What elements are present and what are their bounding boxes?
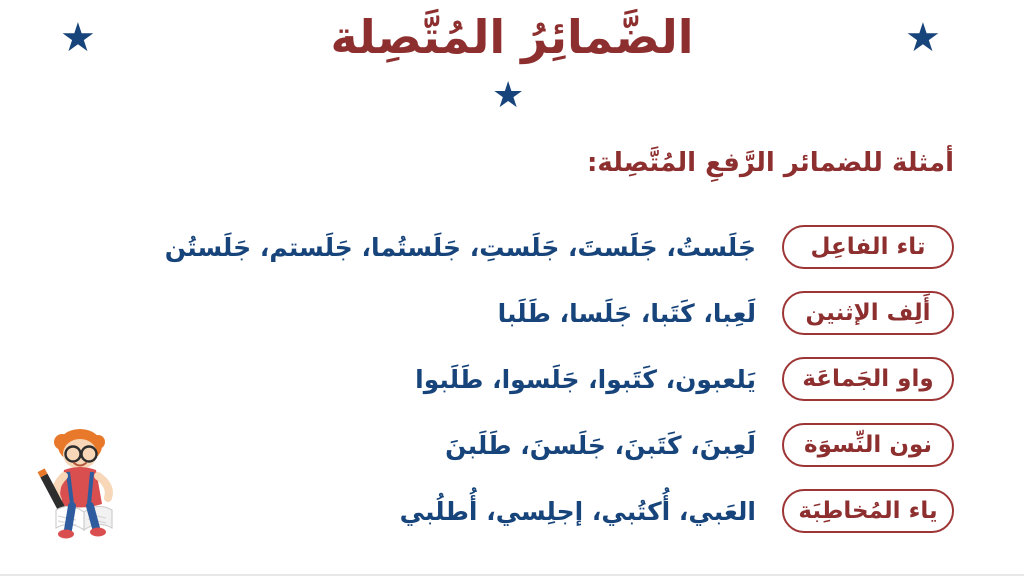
pronoun-label-badge: نون النِّسوَة [782, 423, 954, 467]
pronoun-label-badge: ياء المُخاطِبَة [782, 489, 954, 533]
examples-list [0, 214, 1024, 544]
star-icon: ★ [905, 15, 941, 61]
pronoun-examples: العَبي، أُكتُبي، إجلِسي، أُطلُبي [399, 496, 756, 526]
pronoun-label-badge: أَلِف الإثنين [782, 291, 954, 335]
page-title: الضَّمائِرُ المُتَّصِلة [330, 10, 694, 64]
list-item [0, 214, 1024, 280]
pronoun-examples: لَعِبنَ، كَتَبنَ، جَلَسنَ، طَلَبنَ [445, 430, 756, 460]
list-item [0, 280, 1024, 346]
star-icon: ★ [60, 15, 96, 61]
pronoun-examples: جَلَستُ، جَلَستَ، جَلَستِ، جَلَستُما، جَلَستم، جَلَستُن [164, 232, 756, 262]
pronoun-examples: لَعِبا، كَتَبا، جَلَسا، طَلَبا [497, 298, 756, 328]
pronoun-label-badge: واو الجَماعَة [782, 357, 954, 401]
list-item [0, 478, 1024, 544]
student-reading-icon [28, 420, 148, 550]
list-item [0, 346, 1024, 412]
list-item [0, 412, 1024, 478]
intro-text: أمثلة للضمائر الرَّفعِ المُتَّصِلة: [586, 148, 954, 178]
star-icon: ★ [492, 75, 525, 116]
pronoun-label-badge: تاء الفاعِل [782, 225, 954, 269]
pronoun-examples: يَلعبون، كَتَبوا، جَلَسوا، طَلَبوا [415, 364, 756, 394]
